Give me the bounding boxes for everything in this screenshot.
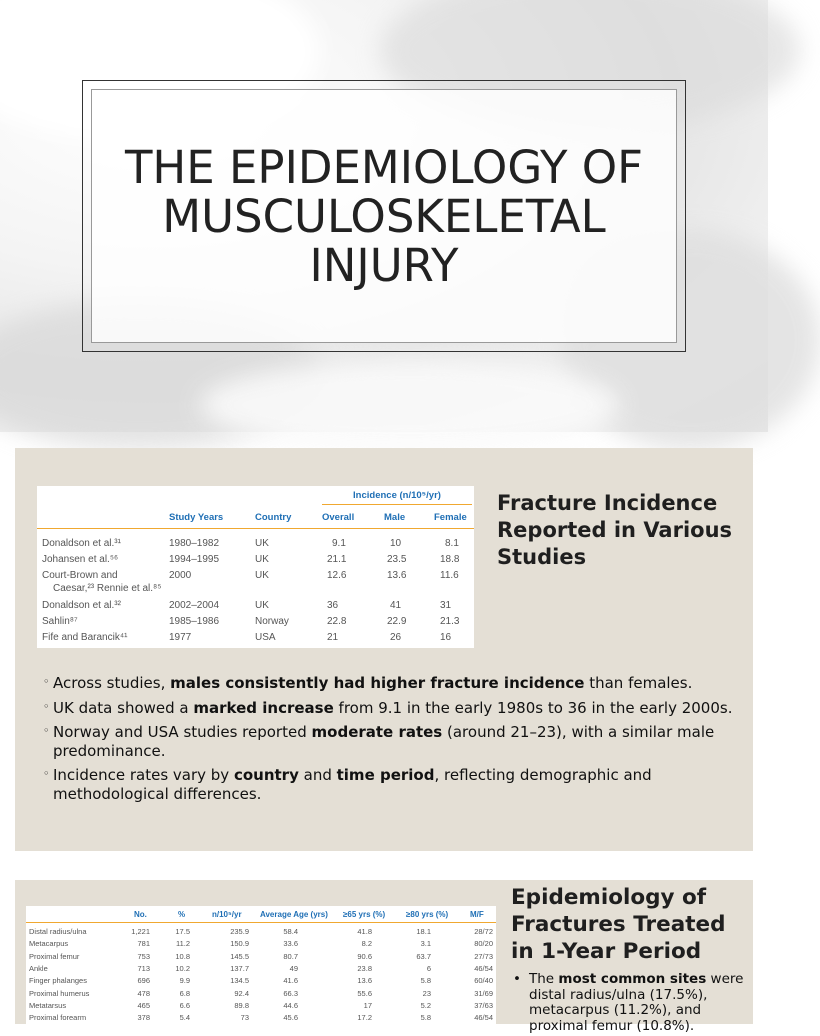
col-header: n/10⁵/yr	[212, 910, 242, 919]
cell-years: 2000	[169, 570, 192, 581]
cell-value: 45.6	[283, 1013, 298, 1023]
cell-study: Donaldson et al.³¹	[42, 538, 121, 549]
incidence-table	[37, 486, 474, 648]
cell-value: 80/20	[474, 939, 493, 949]
bullet-icon: ◦	[43, 699, 50, 713]
cell-value: 9.9	[179, 976, 190, 986]
cell-value: 92.4	[234, 988, 249, 998]
cell-value: 37/63	[474, 1000, 493, 1010]
cell-female: 11.6	[440, 570, 459, 581]
cell-value: 41.6	[283, 976, 298, 986]
cell-value: 150.9	[230, 939, 249, 949]
bullet-text: Norway and USA studies reported	[53, 723, 312, 741]
col-header: %	[178, 910, 186, 919]
cell-site: Metacarpus	[29, 939, 69, 949]
cell-male: 13.6	[387, 570, 407, 581]
cell-study-cont: Caesar,²³ Rennie et al.⁸⁵	[53, 583, 162, 594]
cell-value: 235.9	[230, 927, 249, 936]
header-rule	[322, 504, 472, 505]
cell-value: 17.2	[357, 1013, 372, 1023]
header-rule	[37, 528, 474, 529]
cell-value: 60/40	[474, 976, 493, 986]
cell-value: 713	[137, 963, 150, 973]
cell-female: 8.1	[445, 538, 459, 549]
bullet-emphasis: marked increase	[193, 698, 334, 717]
cell-site: Metatarsus	[29, 1000, 67, 1010]
cell-value: 6.8	[179, 988, 190, 998]
cell-value: 73	[240, 1013, 249, 1023]
cell-value: 31/69	[474, 988, 493, 998]
slide-title	[124, 140, 644, 292]
list-item	[43, 699, 743, 718]
bullet-text: UK data showed a	[53, 698, 194, 717]
col-header: Overall	[322, 512, 355, 523]
slide-heading: Fracture Incidence Reported in Various Studies	[497, 491, 733, 569]
cell-years: 1994–1995	[169, 554, 220, 565]
cell-overall: 21	[327, 632, 339, 643]
list-item	[43, 723, 743, 760]
bullet-text: (around 21–23), with a similar male predominance.	[53, 723, 715, 760]
bullet-text: from 9.1 in the early 1980s to 36 in the early 2000s.	[333, 698, 733, 717]
cell-value: 55.6	[357, 988, 372, 998]
title-frame-inner	[91, 89, 677, 343]
cell-site: Distal radius/ulna	[29, 927, 87, 936]
cell-value: 46/54	[474, 1013, 493, 1023]
cell-value: 5.4	[179, 1013, 190, 1023]
bullet-emphasis: time period	[336, 766, 435, 784]
cell-value: 18.1	[416, 927, 431, 936]
col-header: Country	[255, 512, 292, 523]
col-header: ≥80 yrs (%)	[406, 910, 449, 919]
cell-female: 18.8	[440, 554, 460, 565]
header-rule	[26, 922, 496, 923]
bullet-text: , reflecting demographic and methodological differences.	[53, 766, 652, 803]
cell-site: Finger phalanges	[29, 976, 87, 986]
cell-male: 10	[390, 538, 402, 549]
cell-country: UK	[255, 570, 269, 581]
cell-value: 33.6	[283, 939, 298, 949]
col-header: Average Age (yrs)	[260, 910, 328, 919]
cell-value: 378	[137, 1013, 150, 1023]
cell-value: 58.4	[283, 927, 298, 936]
cell-site: Proximal humerus	[29, 988, 90, 998]
cell-country: Norway	[255, 616, 289, 627]
incidence-group-header: Incidence (n/10⁵/yr)	[353, 490, 441, 501]
cell-male: 41	[390, 600, 402, 611]
cell-value: 28/72	[474, 927, 493, 936]
cell-value: 23.8	[357, 963, 372, 973]
cell-site: Ankle	[29, 963, 48, 973]
cell-study: Fife and Barancik⁴¹	[42, 632, 128, 643]
cell-value: 46/54	[474, 963, 493, 973]
cell-value: 696	[137, 976, 150, 986]
bullet-text: Across studies,	[53, 674, 171, 692]
list-item	[43, 674, 743, 693]
cell-value: 89.8	[234, 1000, 249, 1010]
cell-site: Proximal forearm	[29, 1013, 87, 1023]
list-item	[43, 766, 743, 803]
bullet-text: Incidence rates vary by	[53, 766, 234, 784]
bullet-text: and	[298, 766, 337, 784]
cell-years: 2002–2004	[169, 600, 220, 611]
bullet-icon: ◦	[43, 767, 50, 780]
cell-value: 11.2	[175, 939, 190, 949]
cell-female: 16	[440, 632, 452, 643]
cell-study: Donaldson et al.³²	[42, 600, 121, 611]
cell-overall: 21.1	[327, 554, 347, 565]
title-slide	[0, 0, 768, 432]
col-header: Female	[434, 512, 467, 523]
cell-value: 10.8	[175, 951, 190, 961]
cell-value: 134.5	[230, 976, 249, 986]
cell-value: 80.7	[283, 951, 298, 961]
list-item	[511, 972, 749, 1034]
cell-value: 13.6	[357, 976, 372, 986]
cell-country: USA	[255, 632, 276, 643]
bullet-icon: •	[513, 971, 521, 987]
fracture-sites-slide	[15, 880, 753, 1034]
cell-overall: 36	[327, 600, 339, 611]
cell-value: 781	[137, 939, 150, 949]
cell-value: 44.6	[283, 1000, 298, 1010]
fracture-sites-table	[26, 906, 496, 1036]
cell-value: 465	[137, 1000, 150, 1010]
bullet-emphasis: males consistently had higher fracture incidence	[170, 674, 585, 692]
cell-value: 27/73	[474, 951, 493, 961]
cell-value: 17	[363, 1000, 372, 1010]
cell-overall: 22.8	[327, 616, 347, 627]
col-header: ≥65 yrs (%)	[343, 910, 386, 919]
fracture-incidence-slide	[15, 448, 753, 851]
cell-value: 49	[289, 963, 298, 973]
cell-overall: 12.6	[327, 570, 347, 581]
bullet-icon: ◦	[43, 724, 50, 737]
cell-value: 5.8	[420, 1013, 431, 1023]
cell-years: 1985–1986	[169, 616, 220, 627]
cell-value: 478	[137, 988, 150, 998]
bullet-text: The	[529, 971, 559, 987]
col-header: M/F	[470, 910, 484, 919]
cell-value: 23	[422, 988, 431, 998]
silk-fold	[200, 360, 620, 450]
cell-country: UK	[255, 554, 269, 565]
col-header: Study Years	[169, 512, 224, 523]
cell-years: 1980–1982	[169, 538, 220, 549]
cell-value: 145.5	[230, 951, 249, 961]
cell-value: 3.1	[420, 939, 431, 949]
cell-value: 5.8	[420, 976, 431, 986]
cell-value: 8.2	[361, 939, 372, 949]
title-line: THE EPIDEMIOLOGY OF	[124, 140, 644, 194]
cell-value: 66.3	[283, 988, 298, 998]
cell-study: Sahlin⁸⁷	[42, 616, 78, 627]
title-line: INJURY	[309, 238, 459, 292]
cell-study: Court-Brown and	[42, 570, 118, 581]
cell-years: 1977	[169, 632, 192, 643]
cell-value: 5.2	[420, 1000, 431, 1010]
cell-male: 23.5	[387, 554, 407, 565]
cell-male: 26	[390, 632, 402, 643]
cell-country: UK	[255, 538, 269, 549]
cell-value: 137.7	[230, 963, 249, 973]
cell-value: 10.2	[175, 963, 190, 973]
cell-value: 63.7	[416, 951, 431, 961]
bullet-text: were distal radius/ulna (17.5%), metacarpus (11.2%), and proximal femur (10.8%).	[529, 971, 744, 1034]
cell-country: UK	[255, 600, 269, 611]
bullet-emphasis: moderate rates	[311, 723, 443, 741]
cell-female: 31	[440, 600, 452, 611]
bullet-emphasis: most common sites	[558, 971, 707, 987]
slide-heading: Epidemiology of Fractures Treated in 1-Year Period	[511, 885, 726, 964]
cell-value: 41.8	[357, 927, 372, 936]
table-header	[37, 512, 474, 528]
col-header: No.	[134, 910, 147, 919]
bullet-icon: ◦	[43, 675, 50, 688]
bullet-list	[43, 674, 743, 809]
bullet-emphasis: country	[233, 766, 299, 784]
cell-site: Proximal femur	[29, 951, 80, 961]
cell-value: 6.6	[179, 1000, 190, 1010]
cell-value: 753	[137, 951, 150, 961]
cell-value: 6	[426, 963, 431, 973]
cell-value: 17.5	[175, 927, 190, 936]
bullet-text: than females.	[584, 674, 693, 692]
title-line: MUSCULOSKELETAL	[162, 189, 606, 243]
cell-overall: 9.1	[332, 538, 346, 549]
cell-female: 21.3	[440, 616, 460, 627]
cell-study: Johansen et al.⁵⁶	[42, 554, 119, 565]
col-header: Male	[384, 512, 406, 523]
cell-value: 90.6	[357, 951, 372, 961]
cell-value: 1,221	[131, 927, 150, 936]
cell-male: 22.9	[387, 616, 407, 627]
